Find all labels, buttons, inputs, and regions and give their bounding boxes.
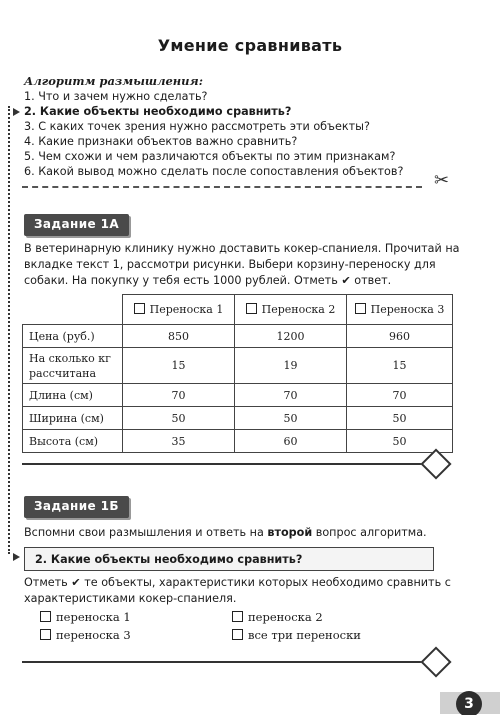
checkbox[interactable]: [232, 629, 243, 640]
page-number: 3: [456, 691, 482, 715]
row-label: Длина (см): [23, 384, 123, 407]
checkbox-carrier-3[interactable]: [355, 303, 366, 314]
algorithm-item-1: 1. Что и зачем нужно сделать?: [24, 90, 208, 103]
task-1a-text: В ветеринарную клинику нужно доставить кокер-спаниеля. Прочитай на вкладке текст 1, рассмотри рисунки. Выбери корзину-переноску для собаки. На покупку у тебя есть 1000 рублей. Отметь ✔ ответ.: [24, 242, 460, 287]
answer-line-1b: [22, 661, 427, 663]
row-label: Цена (руб.): [23, 325, 123, 348]
algorithm-heading: Алгоритм размышления:: [24, 74, 203, 88]
task-1b-badge: Задание 1Б: [24, 496, 129, 518]
row-label: На сколько кг рассчитана: [23, 348, 123, 384]
table-cell: 35: [123, 430, 235, 453]
task-1b-instruction: Отметь ✔ те объекты, характеристики которых необходимо сравнить с характеристиками кокер-спаниеля.: [24, 576, 451, 605]
table-row: [23, 325, 453, 348]
option-all-three[interactable]: все три переноски: [232, 628, 361, 642]
table-cell: 960: [347, 325, 453, 348]
algorithm-item-5: 5. Чем схожи и чем различаются объекты по этим признакам?: [24, 150, 396, 163]
column-header-3[interactable]: Переноска 3: [347, 295, 453, 325]
table-cell: 19: [235, 348, 347, 384]
table-cell: 50: [347, 430, 453, 453]
table-cell: 50: [123, 407, 235, 430]
column-header-2[interactable]: Переноска 2: [235, 295, 347, 325]
checkbox[interactable]: [40, 611, 51, 622]
algorithm-item-6: 6. Какой вывод можно сделать после сопоставления объектов?: [24, 165, 404, 178]
table-cell: 70: [347, 384, 453, 407]
table-row: [23, 384, 453, 407]
checkbox[interactable]: [232, 611, 243, 622]
option-carrier-3[interactable]: переноска 3: [40, 628, 131, 642]
algorithm-item-4: 4. Какие признаки объектов важно сравнить?: [24, 135, 298, 148]
column-header-1[interactable]: Переноска 1: [123, 295, 235, 325]
arrow-right-icon: [13, 108, 20, 116]
table-cell: 15: [123, 348, 235, 384]
question-box: 2. Какие объекты необходимо сравнить?: [24, 547, 434, 571]
diamond-icon: [420, 448, 451, 479]
table-cell: 15: [347, 348, 453, 384]
algorithm-item-3: 3. С каких точек зрения нужно рассмотреть эти объекты?: [24, 120, 370, 133]
algorithm-item-2: 2. Какие объекты необходимо сравнить?: [24, 105, 292, 118]
connector-dotted-line: [8, 106, 10, 554]
table-cell: 50: [235, 407, 347, 430]
carriers-table: [22, 294, 453, 453]
cut-line: [22, 186, 422, 188]
table-cell: 70: [235, 384, 347, 407]
table-corner: [23, 295, 123, 325]
page-title: Умение сравнивать: [157, 36, 343, 55]
table-cell: 60: [235, 430, 347, 453]
diamond-icon: [420, 646, 451, 677]
row-label: Ширина (см): [23, 407, 123, 430]
table-row: [23, 348, 453, 384]
checkbox-carrier-2[interactable]: [246, 303, 257, 314]
table-cell: 850: [123, 325, 235, 348]
table-cell: 70: [123, 384, 235, 407]
option-carrier-2[interactable]: переноска 2: [232, 610, 323, 624]
task-1b-intro: Вспомни свои размышления и ответь на второй вопрос алгоритма.: [24, 526, 427, 539]
option-carrier-1[interactable]: переноска 1: [40, 610, 131, 624]
checkbox-carrier-1[interactable]: [134, 303, 145, 314]
scissors-icon: ✂: [434, 170, 450, 191]
table-cell: 50: [347, 407, 453, 430]
row-label: Высота (см): [23, 430, 123, 453]
table-cell: 1200: [235, 325, 347, 348]
table-row: [23, 430, 453, 453]
answer-line-1a: [22, 463, 427, 465]
checkbox[interactable]: [40, 629, 51, 640]
task-1a-badge: Задание 1А: [24, 214, 129, 236]
arrow-right-icon: [13, 553, 20, 561]
table-row: [23, 407, 453, 430]
